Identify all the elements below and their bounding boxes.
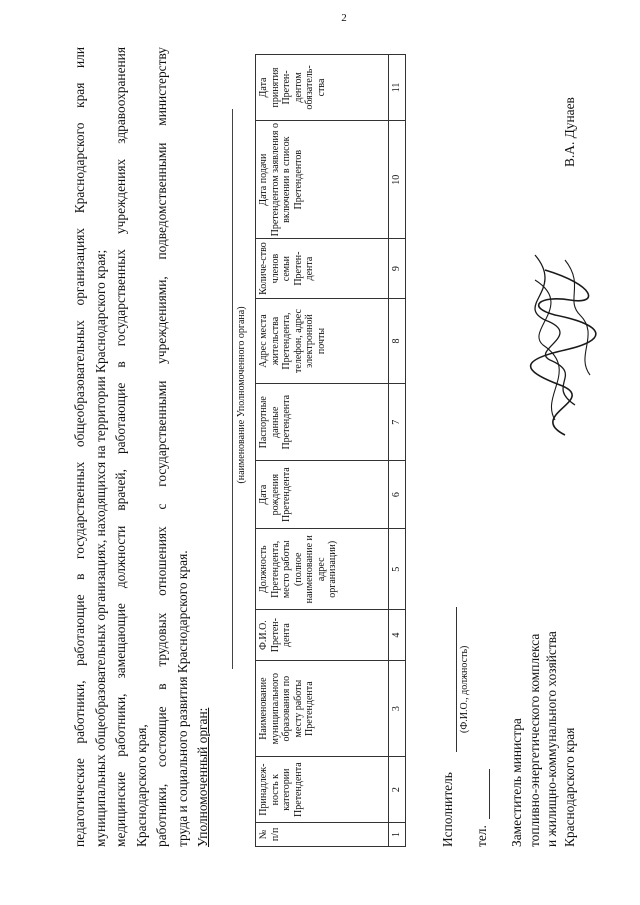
paragraph-line: педагогические работники, работающие в государственных общеобразовательных организациях Краснодарского края или — [72, 47, 87, 847]
tel-underline — [489, 769, 490, 819]
signer-line: топливно-энергетического комплекса — [526, 633, 542, 847]
paragraph-line: медицинские работники, замещающие должности врачей, работающие в государственных учреждениях здравоохранения — [113, 47, 128, 847]
table-number-cell: 6 — [389, 461, 406, 529]
candidates-table — [255, 54, 406, 847]
table-number-cell: 5 — [389, 529, 406, 610]
table-header-cell: Ф.И.О. Претен-дента — [256, 610, 389, 660]
paragraph-line: работники, состоящие в трудовых отношениях с государственными учреждениями, подведомственными министерству — [154, 47, 169, 847]
table-number-cell: 11 — [389, 55, 406, 121]
table-header-cell: Дата подачи Претендентом заявления о включении в список Претендентов — [256, 120, 389, 239]
paragraph-line: труда и социального развития Краснодарского края. — [174, 550, 190, 847]
authority-label: Уполномоченный орган: — [195, 707, 210, 847]
tel-label: тел. — [474, 825, 489, 847]
authority-underline — [232, 109, 233, 669]
signer-block — [508, 631, 578, 847]
paragraph-line: Краснодарского края, — [133, 724, 149, 847]
executor-underline — [456, 607, 457, 752]
table-header-cell: Должность Претендента, место работы (полное наименование и адрес организации) — [256, 529, 389, 610]
table-header-cell: № п/п — [256, 822, 389, 846]
signer-line: Краснодарского края — [561, 727, 577, 847]
table-header-cell: Наименование муниципального образования по месту работы Претендента — [256, 660, 389, 757]
signer-name: В.А. Дунаев — [562, 97, 577, 167]
table-header-cell: Дата рождения Претендента — [256, 461, 389, 529]
signer-line: и жилищно-коммунального хозяйства — [544, 631, 559, 847]
page-number: 2 — [341, 12, 347, 24]
table-number-cell: 4 — [389, 610, 406, 660]
executor-label: Исполнитель — [440, 772, 455, 847]
table-header-cell: Дата принятия Претен-дентом обязатель-ства — [256, 55, 389, 121]
table-number-cell: 3 — [389, 660, 406, 757]
table-header-cell: Принадлеж-ность к категории Претендента — [256, 757, 389, 822]
table-number-row — [389, 55, 406, 847]
table-header-cell: Адрес места жительства Претендента, телефон, адрес электронной почты — [256, 298, 389, 384]
table-number-cell: 8 — [389, 298, 406, 384]
body-text — [70, 47, 214, 847]
signer-line: Заместитель министра — [509, 718, 524, 847]
table-number-cell: 2 — [389, 757, 406, 822]
fio-caption: (Ф.И.О., должность) — [459, 645, 470, 733]
table-number-cell: 1 — [389, 822, 406, 846]
table-number-cell: 10 — [389, 120, 406, 239]
handwritten-signature — [505, 245, 615, 445]
table-header-row — [256, 55, 389, 847]
table-number-cell: 9 — [389, 239, 406, 298]
table-number-cell: 7 — [389, 384, 406, 461]
table-header-cell: Паспортные данные Претендента — [256, 384, 389, 461]
authority-caption: (наименование Уполномоченного органа) — [236, 306, 247, 484]
table-header-cell: Количе-ство членов семьи Претен-дента — [256, 239, 389, 298]
paragraph-line: муниципальных общеобразовательных организациях, находящихся на территории Краснодарского края; — [92, 249, 108, 847]
